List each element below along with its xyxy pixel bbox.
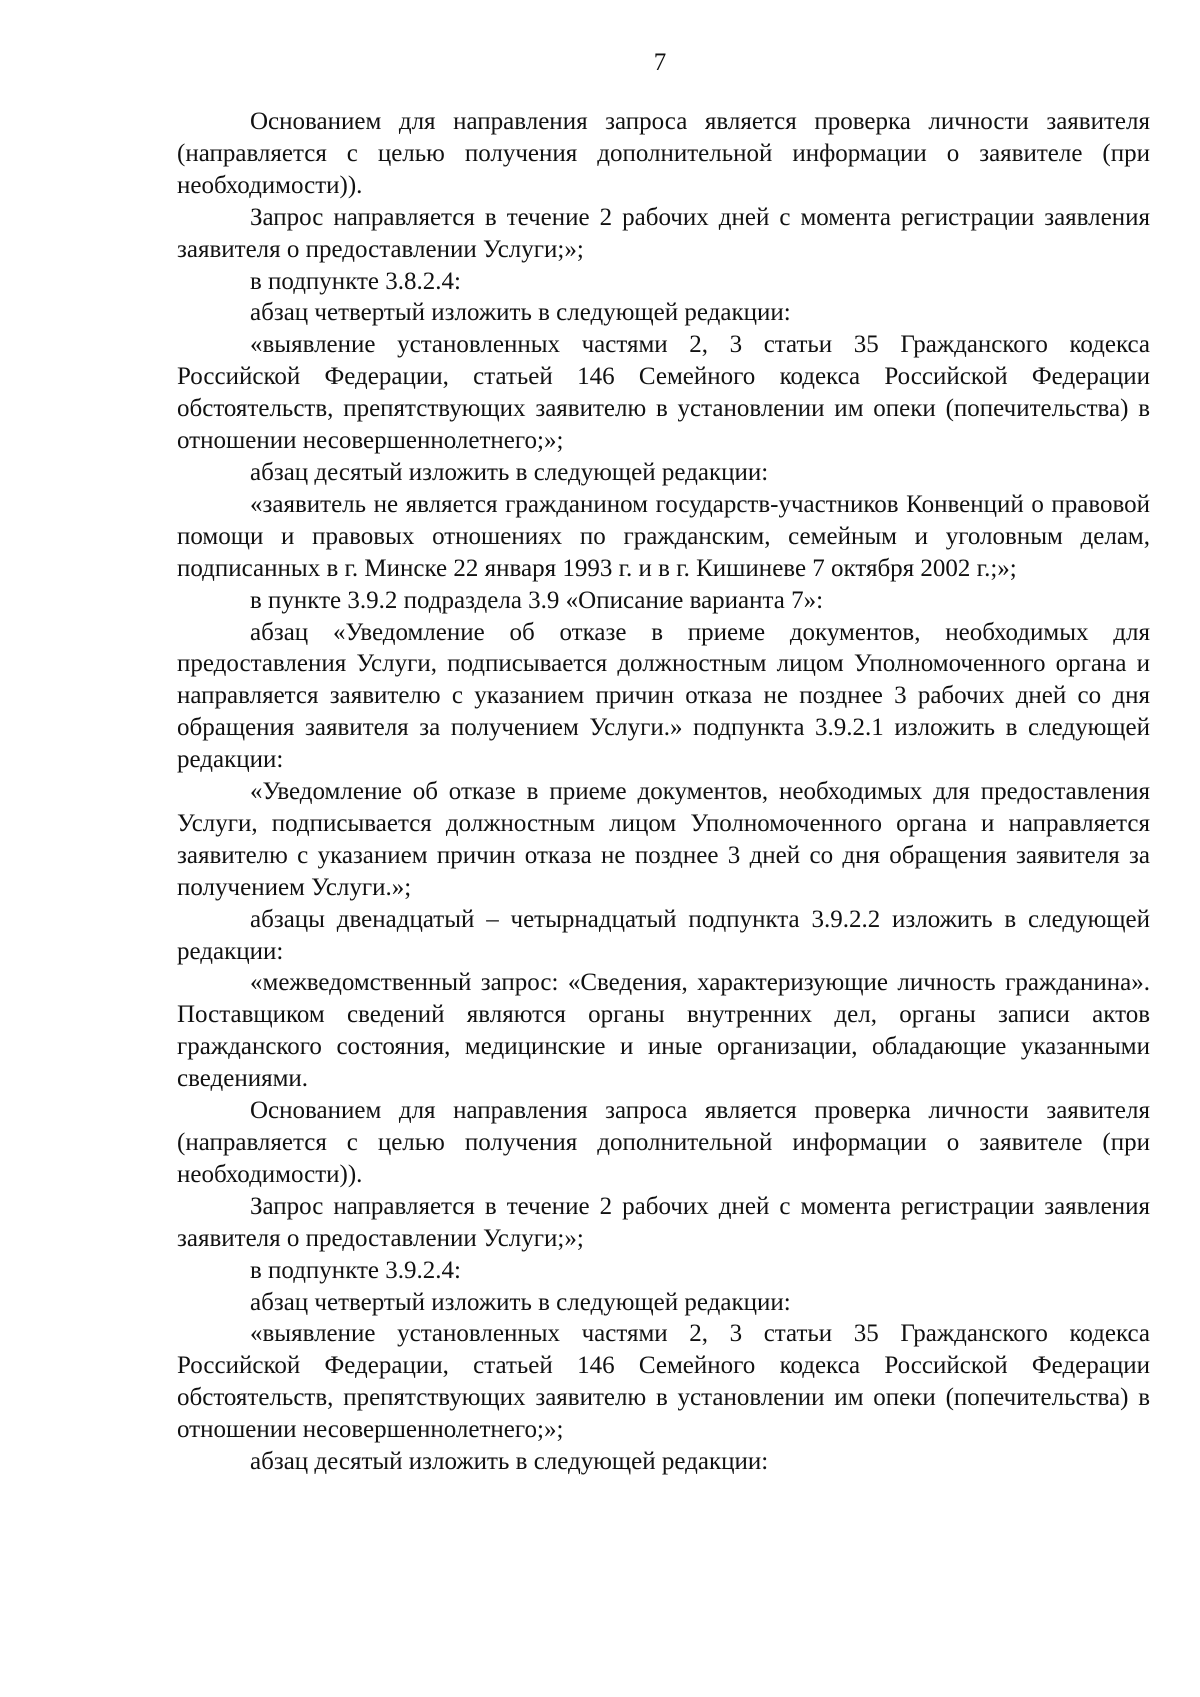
paragraph: в подпункте 3.9.2.4: — [250, 1256, 461, 1284]
paragraph: абзац четвертый изложить в следующей редакции: — [250, 1288, 791, 1316]
paragraph: абзац четвертый изложить в следующей редакции: — [250, 299, 791, 327]
paragraph: «межведомственный запрос: «Сведения, характеризующие личность гражданина». Поставщиком сведений являются органы внутренних дел, органы записи актов гражданского состояния, медицинские и иные организации, обладающие указанными сведениями. — [177, 969, 1150, 1093]
paragraph: «выявление установленных частями 2, 3 статьи 35 Гражданского кодекса Российской Федерации, статьей 146 Семейного кодекса Российской Федерации обстоятельств, препятствующих заявителю в установлении им опеки (попечительства) в отношении несовершеннолетнего;»; — [177, 1320, 1150, 1444]
paragraph: абзацы двенадцатый – четырнадцатый подпункта 3.9.2.2 изложить в следующей редакции: — [177, 905, 1150, 965]
paragraph: «заявитель не является гражданином государств-участников Конвенций о правовой помощи и правовых отношениях по гражданским, семейным и уголовным делам, подписанных в г. Минске 22 января 1993 г. и в г. Кишиневе 7 октября 2002 г.;»; — [177, 490, 1150, 582]
paragraph: Запрос направляется в течение 2 рабочих дней с момента регистрации заявления заявителя о предоставлении Услуги;»; — [177, 203, 1150, 263]
paragraph: в подпункте 3.8.2.4: — [250, 267, 461, 295]
paragraph: «выявление установленных частями 2, 3 статьи 35 Гражданского кодекса Российской Федерации, статьей 146 Семейного кодекса Российской Федерации обстоятельств, препятствующих заявителю в установлении им опеки (попечительства) в отношении несовершеннолетнего;»; — [177, 331, 1150, 455]
paragraph: «Уведомление об отказе в приеме документов, необходимых для предоставления Услуги, подписывается должностным лицом Уполномоченного органа и направляется заявителю с указанием причин отказа не позднее 3 дней со дня обращения заявителя за получением Услуги.»; — [177, 778, 1150, 901]
paragraph: в пункте 3.9.2 подраздела 3.9 «Описание варианта 7»: — [250, 586, 824, 614]
document-body — [177, 106, 1150, 1478]
paragraph: Основанием для направления запроса является проверка личности заявителя (направляется с целью получения дополнительной информации о заявителе (при необходимости)). — [177, 108, 1150, 199]
paragraph: Основанием для направления запроса является проверка личности заявителя (направляется с целью получения дополнительной информации о заявителе (при необходимости)). — [177, 1097, 1150, 1188]
paragraph: абзац «Уведомление об отказе в приеме документов, необходимых для предоставления Услуги, подписывается должностным лицом Уполномоченного органа и направляется заявителю с указанием причин отказа не позднее 3 рабочих дней со дня обращения заявителя за получением Услуги.» подпункта 3.9.2.1 изложить в следующей редакции: — [177, 618, 1150, 774]
page-number: 7 — [653, 49, 667, 76]
paragraph: абзац десятый изложить в следующей редакции: — [250, 458, 769, 486]
paragraph: абзац десятый изложить в следующей редакции: — [250, 1448, 769, 1476]
paragraph: Запрос направляется в течение 2 рабочих дней с момента регистрации заявления заявителя о предоставлении Услуги;»; — [177, 1192, 1150, 1252]
